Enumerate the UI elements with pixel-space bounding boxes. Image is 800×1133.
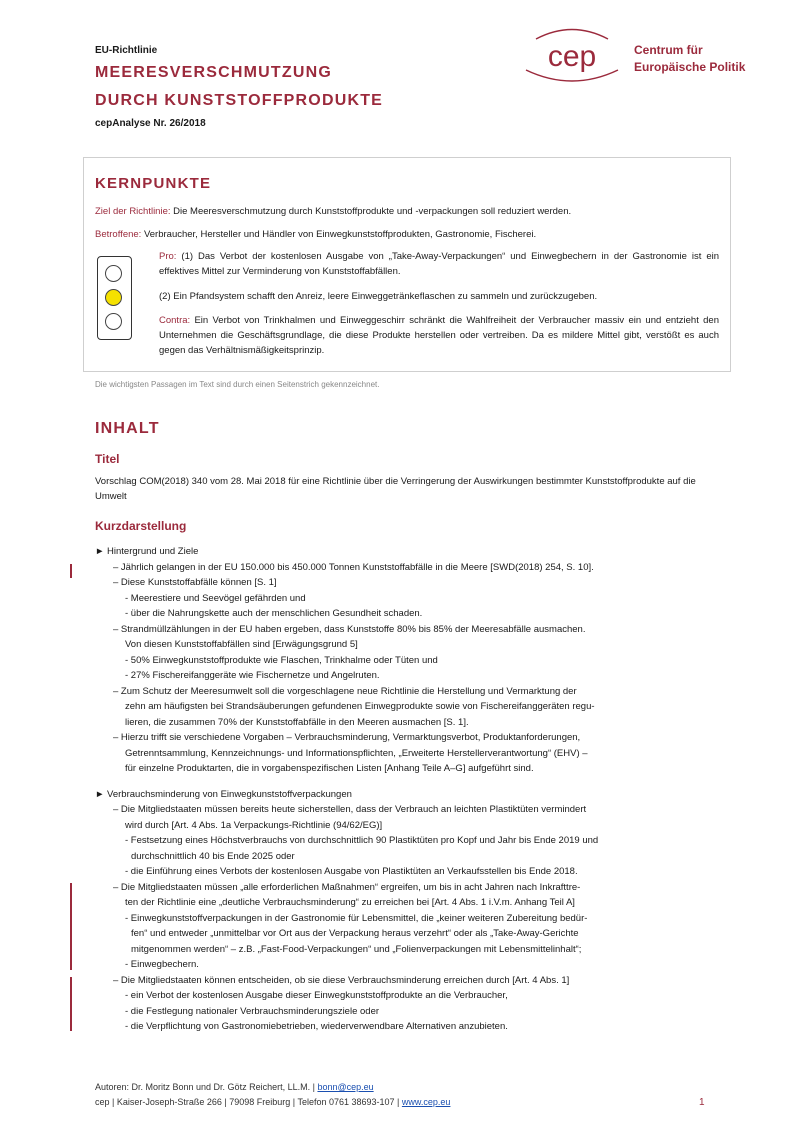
page-number: 1 <box>699 1097 705 1108</box>
list-item-continuation: Getrenntsammlung, Kennzeichnungs- und Informationspflichten, „Erweiterte Herstellerverantwortung“ (EHV) – <box>125 748 588 759</box>
organization-line1: Centrum für <box>634 43 703 57</box>
sub-list-item: - die Einführung eines Verbots der kostenlosen Ausgabe von Plastiktüten an Verkaufsstellen bis Ende 2018. <box>125 866 578 877</box>
kernpunkte-box <box>83 157 731 372</box>
section-bullet: ► Hintergrund und Ziele <box>95 546 199 557</box>
side-mark <box>70 977 72 1031</box>
sub-list-item: - Meerestiere und Seevögel gefährden und <box>125 593 306 604</box>
list-item: – Die Mitgliedstaaten müssen „alle erforderlichen Maßnahmen“ ergreifen, um bis in acht Jahren nach Inkrafttre- <box>113 882 581 893</box>
kernpunkte-betroffene <box>95 228 715 242</box>
traffic-lamp-top <box>105 265 122 282</box>
address-text: cep | Kaiser-Joseph-Straße 266 | 79098 Freiburg | Telefon 0761 38693-107 | <box>95 1097 400 1107</box>
footer-address <box>95 1097 450 1107</box>
section-bullet: ► Verbrauchsminderung von Einwegkunststoffverpackungen <box>95 789 352 800</box>
side-mark <box>70 883 72 970</box>
kurzdarstellung-heading: Kurzdarstellung <box>95 519 187 533</box>
footer-authors <box>95 1082 374 1092</box>
list-item-continuation: lieren, die zusammen 70% der Kunststoffabfälle in den Meeren ausmachen [S. 1]. <box>125 717 469 728</box>
list-item: – Diese Kunststoffabfälle können [S. 1] <box>113 577 277 588</box>
sub-list-item: - die Verpflichtung von Gastronomiebetrieben, wiederverwendbare Alternativen anzubieten. <box>125 1021 508 1032</box>
list-item-continuation: wird durch [Art. 4 Abs. 1a Verpackungs-Richtlinie (94/62/EG)] <box>125 820 383 831</box>
inhalt-heading: INHALT <box>95 420 160 437</box>
document-title-line1: MEERESVERSCHMUTZUNG <box>95 64 333 81</box>
organization-line2: Europäische Politik <box>634 60 746 74</box>
document-title-line2: DURCH KUNSTSTOFFPRODUKTE <box>95 92 384 109</box>
titel-text: Vorschlag COM(2018) 340 vom 28. Mai 2018 für eine Richtlinie über die Verringerung der Auswirkungen bestimmter Kunststoffprodukte auf die Umwelt <box>95 476 696 502</box>
website-link[interactable]: www.cep.eu <box>401 1097 451 1107</box>
pro-label: Pro: <box>159 251 177 262</box>
email-link[interactable]: bonn@cep.eu <box>317 1082 374 1092</box>
organization-name <box>634 42 745 76</box>
list-item: – Die Mitgliedstaaten können entscheiden, ob sie diese Verbrauchsminderung erreichen durch [Art. 4 Abs. 1] <box>113 975 570 986</box>
kernpunkte-contra <box>159 313 719 358</box>
document-kicker: EU-Richtlinie <box>95 45 158 56</box>
kernpunkte-ziel <box>95 205 715 219</box>
logo-wordmark: cep <box>547 40 597 73</box>
list-item-continuation: zehn am häufigsten bei Strandsäuberungen gefundenen Einwegprodukte sowie von Fischereifanggeräten regu- <box>125 701 595 712</box>
kernpunkte-pro2: (2) Ein Pfandsystem schafft den Anreiz, leere Einweggetränkeflaschen zu sammeln und zurückzugeben. <box>159 291 598 302</box>
sub-list-item: - Einwegkunststoffverpackungen in der Gastronomie für Lebensmittel, die „keiner weiteren Zubereitung bedür- <box>125 913 588 924</box>
list-item: – Die Mitgliedstaaten müssen bereits heute sicherstellen, dass der Verbrauch an leichten Plastiktüten vermindert <box>113 804 587 815</box>
list-item: – Jährlich gelangen in der EU 150.000 bis 450.000 Tonnen Kunststoffabfälle in die Meere [SWD(2018) 254, S. 10]. <box>113 562 594 573</box>
margin-note: Die wichtigsten Passagen im Text sind durch einen Seitenstrich gekennzeichnet. <box>95 380 380 389</box>
list-item: – Zum Schutz der Meeresumwelt soll die vorgeschlagene neue Richtlinie die Herstellung und Vermarktung der <box>113 686 577 697</box>
sub-list-item: - über die Nahrungskette auch der menschlichen Gesundheit schaden. <box>125 608 423 619</box>
sub-list-item: - Einwegbechern. <box>125 959 199 970</box>
sub-list-item: - 27% Fischereifanggeräte wie Fischernetze und Angelruten. <box>125 670 380 681</box>
betroffene-text: Verbraucher, Hersteller und Händler von Einwegkunststoffprodukten, Gastronomie, Fischerei. <box>143 229 537 240</box>
list-item: – Strandmüllzählungen in der EU haben ergeben, dass Kunststoffe 80% bis 85% der Meeresabfälle ausmachen. <box>113 624 586 635</box>
kernpunkte-heading: KERNPUNKTE <box>95 175 212 192</box>
ziel-label: Ziel der Richtlinie: <box>95 206 171 217</box>
ziel-text: Die Meeresverschmutzung durch Kunststoffprodukte und -verpackungen soll reduziert werden. <box>173 206 572 217</box>
list-item: – Hierzu trifft sie verschiedene Vorgaben – Verbrauchsminderung, Vermarktungsverbot, Produktanforderungen, <box>113 732 581 743</box>
traffic-lamp-bottom <box>105 313 122 330</box>
authors-text: Autoren: Dr. Moritz Bonn und Dr. Götz Reichert, LL.M. | <box>95 1082 315 1092</box>
list-item-continuation: ten der Richtlinie eine „deutliche Verbrauchsminderung“ zu erreichen bei [Art. 4 Abs. 1 i.V.m. Anhang Teil A] <box>125 897 575 908</box>
list-item-continuation: Von diesen Kunststoffabfällen sind [Erwägungsgrund 5] <box>125 639 358 650</box>
sub-list-item: - Festsetzung eines Höchstverbrauchs von durchschnittlich 90 Plastiktüten pro Kopf und Jahr bis Ende 2019 und <box>125 835 599 846</box>
list-item-continuation: für einzelne Produktarten, die in vorgabenspezifischen Listen [Anhang Teile A–G] aufgeführt sind. <box>125 763 534 774</box>
betroffene-label: Betroffene: <box>95 229 142 240</box>
cep-logo <box>522 26 622 84</box>
side-mark <box>70 564 72 578</box>
sub-list-item-continuation: mitgenommen werden“ – z.B. „Fast-Food-Verpackungen“ und „Folienverpackungen mit Lebensmittelinhalt“; <box>131 944 582 955</box>
traffic-light-icon <box>97 256 132 340</box>
sub-list-item: - die Festlegung nationaler Verbrauchsminderungsziele oder <box>125 1006 380 1017</box>
titel-heading: Titel <box>95 452 120 466</box>
kernpunkte-pro1 <box>159 249 719 279</box>
contra-text: Ein Verbot von Trinkhalmen und Einweggeschirr schränkt die Wahlfreiheit der Verbraucher massiv ein und entzieht den Unternehmen die Geschäftsgrundlage, die diese Produkte herstellen oder vertreiben. Da es mildere Mittel gibt, verstößt es auch gegen das Verhältnismäßigkeitsprinzip. <box>159 315 719 356</box>
contra-label: Contra: <box>159 315 191 326</box>
sub-list-item: - 50% Einwegkunststoffprodukte wie Flaschen, Trinkhalme oder Tüten und <box>125 655 438 666</box>
sub-list-item: - ein Verbot der kostenlosen Ausgabe dieser Einwegkunststoffprodukte an die Verbraucher, <box>125 990 508 1001</box>
analysis-number: cepAnalyse Nr. 26/2018 <box>95 118 206 129</box>
sub-list-item-continuation: fen“ und entweder „unmittelbar vor Ort aus der Verpackung heraus verzehrt“ oder als „Take-Away-Gerichte <box>131 928 579 939</box>
traffic-lamp-middle <box>105 289 122 306</box>
pro1-text: (1) Das Verbot der kostenlosen Ausgabe von „Take-Away-Verpackungen“ und Einwegbechern in der Gastronomie ist ein effektives Mittel zur Verminderung von Kunststoffabfällen. <box>159 251 720 277</box>
sub-list-item-continuation: durchschnittlich 40 bis Ende 2025 oder <box>131 851 295 862</box>
